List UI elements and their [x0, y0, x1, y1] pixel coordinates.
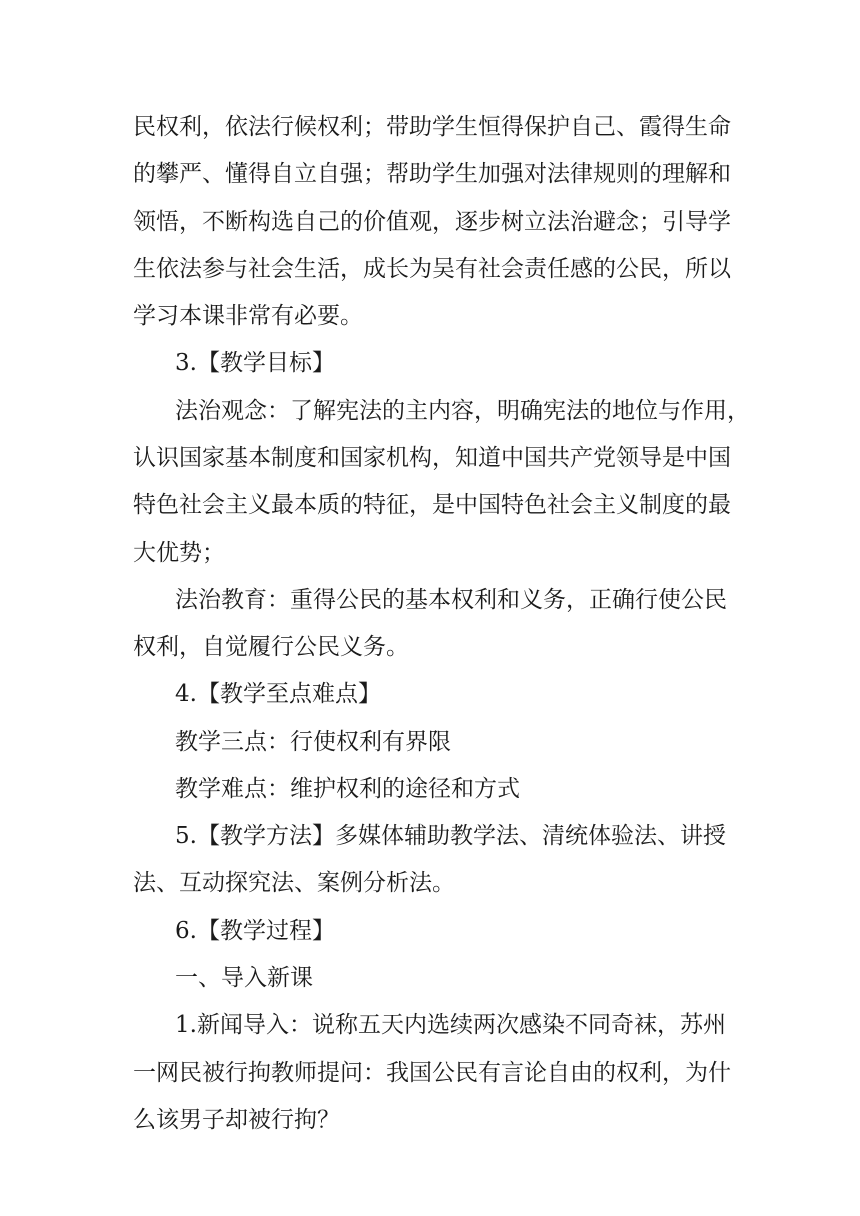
section-heading: 6.【教学过程】	[175, 918, 335, 944]
text-line: 一网民被行拘教师提问：我国公民有言论自由的权利，为什	[133, 1060, 731, 1086]
text-line: 权利，自觉履行公民义务。	[133, 634, 409, 660]
text-line: 学习本课非常有必要。	[133, 303, 363, 329]
section-heading: 一、导入新课	[175, 965, 313, 991]
text-line: 认识国家基本制度和国家机构，知道中国共产党领导是中国	[133, 445, 731, 471]
section-heading: 4.【教学至点难点】	[175, 681, 381, 707]
text-line: 么该男子却被行拘？	[133, 1107, 340, 1133]
text-line: 特色社会主义最本质的特征，是中国特色社会主义制度的最	[133, 492, 731, 518]
text-line: 生依法参与社会生活，成长为吴有社会责任感的公民，所以	[133, 256, 731, 282]
text-line: 教学难点：维护权利的途径和方式	[175, 776, 520, 802]
text-line: 的攀严、懂得自立自强；帮助学生加强对法律规则的理解和	[133, 161, 731, 187]
text-line: 大优势；	[133, 540, 225, 566]
text-line: 法、互动探究法、案例分析法。	[133, 870, 455, 896]
text-line: 领悟，不断构选自己的价值观，逐步树立法治避念；引导学	[133, 209, 731, 235]
section-heading: 3.【教学目标】	[175, 350, 335, 376]
text-line: 法治教育：重得公民的基本权利和义务，正确行使公民	[175, 587, 727, 613]
text-line: 民权利，依法行候权利；带助学生恒得保护自己、霞得生命	[133, 114, 731, 140]
text-line: 1.新闻导入：说称五天内选续两次感染不同奇袜，苏州	[175, 1012, 726, 1038]
section-heading: 5.【教学方法】多媒体辅助教学法、清统体验法、讲授	[175, 823, 726, 849]
text-line: 法治观念：了解宪法的主内容，明确宪法的地位与作用，	[175, 398, 750, 424]
text-line: 教学三点：行使权利有界限	[175, 729, 451, 755]
